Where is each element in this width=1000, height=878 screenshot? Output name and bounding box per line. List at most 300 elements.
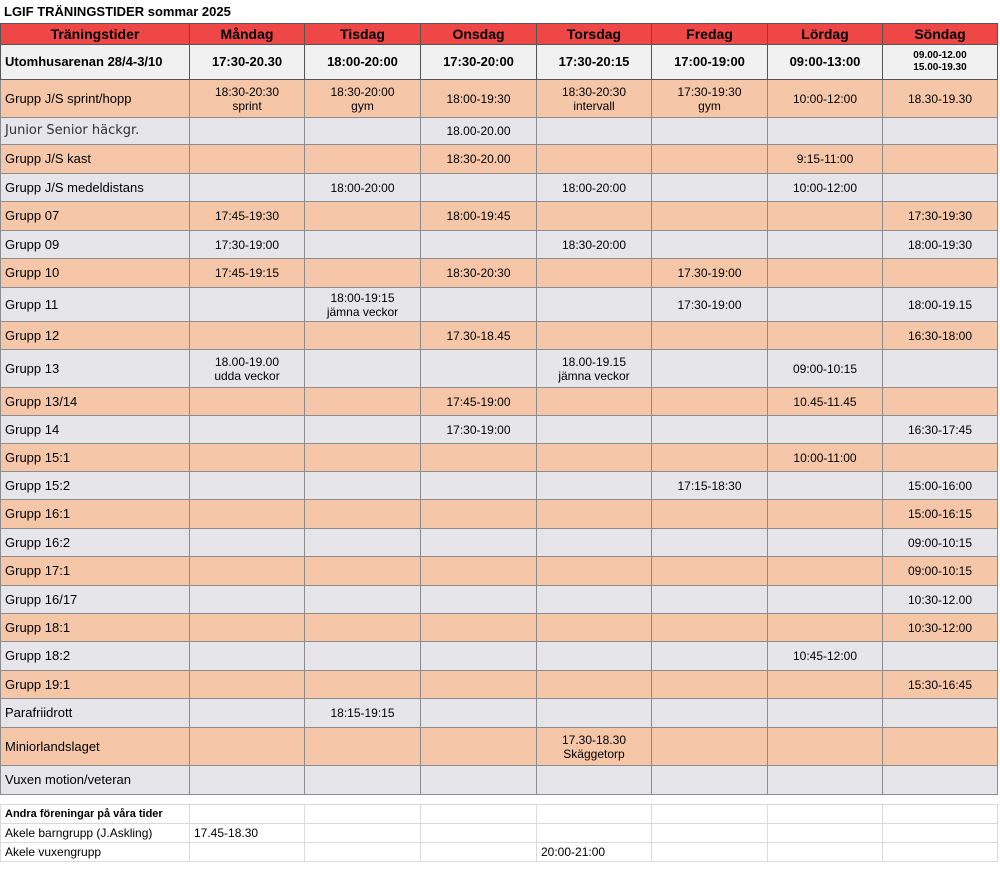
cell-thursday[interactable] [537,80,652,118]
cell-wednesday[interactable] [421,231,537,259]
cell-tuesday[interactable] [305,614,421,642]
cell-note: intervall [573,98,615,113]
cell-time: 18.30-19.30 [907,91,973,106]
cell-tuesday[interactable] [305,80,421,118]
other-club-cell-sunday[interactable] [883,843,998,862]
cell-note: gym [351,98,374,113]
cell-monday[interactable] [190,118,305,145]
cell-monday[interactable] [190,500,305,529]
cell-wednesday[interactable] [421,174,537,202]
cell-thursday[interactable] [537,472,652,500]
cell-time: 15:30-16:45 [907,677,973,692]
other-club-cell-saturday[interactable] [768,824,883,843]
other-club-label[interactable]: Akele barngrupp (J.Askling) [1,824,190,843]
cell-wednesday[interactable] [421,586,537,614]
cell-sunday[interactable] [883,322,998,350]
cell-friday[interactable] [652,472,768,500]
cell-wednesday[interactable] [421,728,537,766]
cell-sunday[interactable] [883,614,998,642]
cell-tuesday[interactable] [305,529,421,557]
cell-tuesday[interactable] [305,500,421,529]
other-club-row [1,843,998,862]
cell-time: 17.30-18.45 [446,328,511,343]
other-club-cell-tuesday[interactable] [305,843,421,862]
arena-cell-friday[interactable]: 17:00-19:00 [652,45,768,80]
cell-time: 18:00-20:00 [561,180,627,195]
row-label[interactable]: Parafriidrott [1,699,190,728]
other-clubs-heading-row [1,805,998,824]
row-label[interactable]: Grupp 09 [1,231,190,259]
cell-tuesday[interactable] [305,259,421,288]
cell-monday[interactable] [190,231,305,259]
cell-time: 15:00-16:00 [907,478,973,493]
cell-monday[interactable] [190,642,305,671]
cell-monday[interactable] [190,350,305,388]
cell-saturday[interactable] [768,259,883,288]
cell-sunday[interactable] [883,728,998,766]
cell-sunday[interactable] [883,118,998,145]
arena-sunday-line-1: 09.00-12.00 [913,50,967,61]
row-label[interactable]: Grupp 18:2 [1,642,190,671]
cell-thursday[interactable] [537,614,652,642]
cell-thursday[interactable] [537,728,652,766]
table-row [1,259,998,288]
arena-sunday-line-2: 15.00-19.30 [913,62,967,73]
cell-friday[interactable] [652,766,768,795]
table-row [1,586,998,614]
cell-saturday[interactable] [768,350,883,388]
other-clubs-heading[interactable]: Andra föreningar på våra tider [1,805,190,824]
cell-tuesday[interactable] [305,472,421,500]
table-row [1,202,998,231]
cell-saturday[interactable] [768,728,883,766]
cell-wednesday[interactable] [421,118,537,145]
cell-saturday[interactable] [768,586,883,614]
cell-monday[interactable] [190,766,305,795]
other-club-cell-thursday[interactable]: 20:00-21:00 [537,843,652,862]
cell-sunday[interactable] [883,288,998,322]
cell-time: 10:45-12:00 [792,649,858,663]
cell-thursday[interactable] [537,118,652,145]
cell-wednesday[interactable] [421,80,537,118]
cell-sunday[interactable] [883,671,998,699]
cell-friday[interactable] [652,586,768,614]
header-cell-thursday[interactable]: Torsdag [537,24,652,45]
arena-label[interactable]: Utomhusarenan 28/4-3/10 [1,45,190,80]
other-club-cell-sunday[interactable] [883,824,998,843]
cell-wednesday[interactable] [421,350,537,388]
cell-sunday[interactable] [883,202,998,231]
other-club-label[interactable]: Akele vuxengrupp [1,843,190,862]
cell-friday[interactable] [652,174,768,202]
cell-monday[interactable] [190,202,305,231]
cell-tuesday[interactable] [305,671,421,699]
other-club-cell-friday[interactable] [652,843,768,862]
cell-thursday[interactable] [537,699,652,728]
cell-friday[interactable] [652,500,768,529]
cell-friday[interactable] [652,671,768,699]
cell-tuesday[interactable] [305,288,421,322]
cell-saturday[interactable] [768,529,883,557]
cell-friday[interactable] [652,145,768,174]
cell-tuesday[interactable] [305,322,421,350]
cell-sunday[interactable] [883,557,998,586]
cell-friday[interactable] [652,231,768,259]
cell-wednesday[interactable] [421,472,537,500]
cell-time: 18:00-19:15 [330,290,395,305]
row-label[interactable]: Grupp J/S sprint/hopp [1,80,190,118]
header-cell-saturday[interactable]: Lördag [768,24,883,45]
cell-wednesday[interactable] [421,642,537,671]
row-label[interactable]: Grupp 13 [1,350,190,388]
cell-monday[interactable] [190,699,305,728]
cell-saturday[interactable] [768,472,883,500]
cell-wednesday[interactable] [421,766,537,795]
cell-friday[interactable] [652,322,768,350]
empty-cell[interactable] [768,805,883,824]
cell-monday[interactable] [190,80,305,118]
table-row [1,388,998,416]
cell-time: 10:00-12:00 [792,91,858,106]
cell-wednesday[interactable] [421,259,537,288]
cell-tuesday[interactable] [305,642,421,671]
cell-thursday[interactable] [537,174,652,202]
cell-time: 18:00-19:30 [446,91,511,106]
row-label[interactable]: Vuxen motion/veteran [1,766,190,795]
cell-time: 17:30-19:00 [677,297,742,312]
cell-monday[interactable] [190,472,305,500]
cell-monday[interactable] [190,728,305,766]
cell-saturday[interactable] [768,80,883,118]
cell-friday[interactable] [652,350,768,388]
cell-tuesday[interactable] [305,728,421,766]
cell-wednesday[interactable] [421,614,537,642]
cell-time: 17.30-19:00 [677,266,742,280]
other-club-cell-wednesday[interactable] [421,824,537,843]
cell-thursday[interactable] [537,500,652,529]
cell-saturday[interactable] [768,557,883,586]
cell-tuesday[interactable] [305,416,421,444]
empty-cell[interactable] [883,805,998,824]
header-cell-friday[interactable]: Fredag [652,24,768,45]
cell-monday[interactable] [190,557,305,586]
cell-friday[interactable] [652,557,768,586]
row-label[interactable]: Grupp 19:1 [1,671,190,699]
empty-cell[interactable] [537,805,652,824]
header-cell-tuesday[interactable]: Tisdag [305,24,421,45]
cell-time: 17:15-18:30 [677,478,742,493]
cell-sunday[interactable] [883,388,998,416]
cell-tuesday[interactable] [305,118,421,145]
cell-thursday[interactable] [537,288,652,322]
row-label[interactable]: Grupp 11 [1,288,190,322]
cell-monday[interactable] [190,614,305,642]
cell-friday[interactable] [652,416,768,444]
cell-saturday[interactable] [768,614,883,642]
cell-monday[interactable] [190,416,305,444]
cell-friday[interactable] [652,614,768,642]
cell-time: 15:00-16:15 [907,507,973,521]
cell-thursday[interactable] [537,259,652,288]
table-row [1,231,998,259]
cell-monday[interactable] [190,322,305,350]
other-club-cell-thursday[interactable] [537,824,652,843]
cell-monday[interactable] [190,259,305,288]
cell-monday[interactable] [190,671,305,699]
cell-time: 09:00-10:15 [907,564,973,578]
cell-time: 17:30-19:30 [677,84,742,99]
cell-sunday[interactable] [883,350,998,388]
cell-note: Skäggetorp [563,746,625,761]
header-cell-sunday[interactable]: Söndag [883,24,998,45]
cell-time: 18:30-20:30 [561,84,627,99]
row-label[interactable]: Grupp 13/14 [1,388,190,416]
cell-time: 17:45-19:30 [214,209,280,223]
cell-time: 18.00-20.00 [446,124,511,138]
cell-saturday[interactable] [768,322,883,350]
table-row [1,118,998,145]
row-label[interactable]: Grupp 16:2 [1,529,190,557]
table-row [1,174,998,202]
cell-monday[interactable] [190,174,305,202]
cell-thursday[interactable] [537,766,652,795]
cell-sunday[interactable] [883,259,998,288]
cell-time: 17:30-19:00 [446,422,511,437]
cell-wednesday[interactable] [421,557,537,586]
cell-monday[interactable] [190,529,305,557]
cell-friday[interactable] [652,202,768,231]
cell-wednesday[interactable] [421,388,537,416]
cell-thursday[interactable] [537,350,652,388]
cell-wednesday[interactable] [421,202,537,231]
cell-time: 17:30-19:00 [214,237,280,252]
cell-wednesday[interactable] [421,444,537,472]
table-row [1,472,998,500]
cell-tuesday[interactable] [305,388,421,416]
row-label[interactable]: Grupp J/S medeldistans [1,174,190,202]
cell-time: 10:30-12:00 [907,620,973,635]
cell-tuesday[interactable] [305,174,421,202]
cell-sunday[interactable] [883,444,998,472]
cell-note: jämna veckor [326,304,399,319]
cell-friday[interactable] [652,642,768,671]
table-row [1,766,998,795]
cell-friday[interactable] [652,444,768,472]
cell-saturday[interactable] [768,416,883,444]
other-club-cell-monday[interactable]: 17.45-18.30 [190,824,305,843]
row-label[interactable]: Grupp 18:1 [1,614,190,642]
cell-wednesday[interactable] [421,288,537,322]
cell-thursday[interactable] [537,416,652,444]
cell-sunday[interactable] [883,699,998,728]
cell-sunday[interactable] [883,80,998,118]
empty-cell[interactable] [652,805,768,824]
arena-cell-tuesday[interactable]: 18:00-20:00 [305,45,421,80]
cell-friday[interactable] [652,80,768,118]
cell-thursday[interactable] [537,529,652,557]
cell-sunday[interactable] [883,642,998,671]
row-label[interactable]: Grupp 17:1 [1,557,190,586]
header-cell-label[interactable]: Träningstider [1,24,190,45]
cell-sunday[interactable] [883,231,998,259]
row-label[interactable]: Grupp 12 [1,322,190,350]
cell-time: 18:30-20:00 [561,237,627,252]
cell-saturday[interactable] [768,202,883,231]
cell-note: udda veckor [214,368,280,383]
arena-cell-sunday[interactable] [883,45,998,80]
table-row [1,145,998,174]
cell-saturday[interactable] [768,231,883,259]
row-label[interactable]: Miniorlandslaget [1,728,190,766]
cell-tuesday[interactable] [305,586,421,614]
cell-sunday[interactable] [883,529,998,557]
cell-tuesday[interactable] [305,444,421,472]
other-club-cell-wednesday[interactable] [421,843,537,862]
other-club-cell-tuesday[interactable] [305,824,421,843]
cell-thursday[interactable] [537,642,652,671]
cell-sunday[interactable] [883,416,998,444]
cell-wednesday[interactable] [421,416,537,444]
other-club-cell-friday[interactable] [652,824,768,843]
table-row [1,614,998,642]
cell-time: 9:15-11:00 [796,152,854,166]
table-row [1,322,998,350]
row-label[interactable]: Junior Senior häckgr. [1,118,190,145]
table-row [1,557,998,586]
cell-thursday[interactable] [537,671,652,699]
cell-thursday[interactable] [537,444,652,472]
cell-monday[interactable] [190,444,305,472]
cell-sunday[interactable] [883,174,998,202]
cell-sunday[interactable] [883,500,998,529]
cell-note: gym [698,98,721,113]
cell-tuesday[interactable] [305,557,421,586]
cell-sunday[interactable] [883,766,998,795]
cell-tuesday[interactable] [305,231,421,259]
other-club-row [1,824,998,843]
table-row [1,728,998,766]
cell-time: 18:30-20:30 [214,84,280,99]
empty-cell[interactable] [190,805,305,824]
cell-sunday[interactable] [883,586,998,614]
cell-saturday[interactable] [768,444,883,472]
cell-wednesday[interactable] [421,699,537,728]
row-label[interactable]: Grupp 16:1 [1,500,190,529]
arena-cell-wednesday[interactable]: 17:30-20:00 [421,45,537,80]
cell-friday[interactable] [652,118,768,145]
cell-time: 10.45-11.45 [793,394,857,409]
cell-monday[interactable] [190,586,305,614]
cell-tuesday[interactable] [305,202,421,231]
table-row [1,416,998,444]
cell-monday[interactable] [190,388,305,416]
arena-cell-thursday[interactable]: 17:30-20:15 [537,45,652,80]
cell-tuesday[interactable] [305,699,421,728]
row-label[interactable]: Grupp 14 [1,416,190,444]
cell-thursday[interactable] [537,586,652,614]
cell-saturday[interactable] [768,766,883,795]
cell-saturday[interactable] [768,699,883,728]
header-row [1,24,998,45]
cell-time: 17:30-19:30 [907,209,973,223]
cell-thursday[interactable] [537,322,652,350]
cell-wednesday[interactable] [421,529,537,557]
cell-wednesday[interactable] [421,322,537,350]
cell-thursday[interactable] [537,231,652,259]
cell-time: 18:00-20:00 [330,180,395,195]
sheet-title: LGIF TRÄNINGSTIDER sommar 2025 [4,4,231,19]
cell-thursday[interactable] [537,202,652,231]
table-row [1,529,998,557]
cell-friday[interactable] [652,388,768,416]
cell-time: 18:15-19:15 [330,706,395,720]
header-cell-wednesday[interactable]: Onsdag [421,24,537,45]
table-row [1,642,998,671]
cell-saturday[interactable] [768,288,883,322]
cell-thursday[interactable] [537,557,652,586]
cell-friday[interactable] [652,728,768,766]
other-club-cell-saturday[interactable] [768,843,883,862]
cell-saturday[interactable] [768,671,883,699]
empty-cell[interactable] [305,805,421,824]
table-row [1,288,998,322]
row-label[interactable]: Grupp 15:1 [1,444,190,472]
cell-sunday[interactable] [883,145,998,174]
cell-tuesday[interactable] [305,350,421,388]
arena-cell-saturday[interactable]: 09:00-13:00 [768,45,883,80]
cell-friday[interactable] [652,288,768,322]
cell-saturday[interactable] [768,388,883,416]
row-label[interactable]: Grupp J/S kast [1,145,190,174]
header-cell-monday[interactable]: Måndag [190,24,305,45]
cell-time: 16:30-18:00 [907,328,973,343]
row-label[interactable]: Grupp 16/17 [1,586,190,614]
cell-time: 18:00-19.15 [907,297,973,312]
cell-wednesday[interactable] [421,671,537,699]
row-label[interactable]: Grupp 15:2 [1,472,190,500]
cell-saturday[interactable] [768,145,883,174]
cell-time: 18:30-20:30 [446,266,511,280]
other-club-cell-monday[interactable] [190,843,305,862]
other-clubs-table [0,804,998,862]
cell-saturday[interactable] [768,642,883,671]
cell-saturday[interactable] [768,174,883,202]
cell-time: 18.00-19.00 [214,354,280,369]
table-row [1,350,998,388]
table-row [1,671,998,699]
cell-friday[interactable] [652,529,768,557]
cell-tuesday[interactable] [305,145,421,174]
cell-thursday[interactable] [537,145,652,174]
cell-time: 09:00-10:15 [792,361,858,376]
empty-cell[interactable] [421,805,537,824]
cell-time: 18.00-19.15 [561,354,627,369]
cell-thursday[interactable] [537,388,652,416]
row-label[interactable]: Grupp 07 [1,202,190,231]
cell-monday[interactable] [190,145,305,174]
row-label[interactable]: Grupp 10 [1,259,190,288]
cell-saturday[interactable] [768,118,883,145]
cell-friday[interactable] [652,259,768,288]
cell-tuesday[interactable] [305,766,421,795]
cell-wednesday[interactable] [421,500,537,529]
cell-monday[interactable] [190,288,305,322]
cell-sunday[interactable] [883,472,998,500]
arena-cell-monday[interactable]: 17:30-20.30 [190,45,305,80]
cell-saturday[interactable] [768,500,883,529]
cell-friday[interactable] [652,699,768,728]
cell-wednesday[interactable] [421,145,537,174]
